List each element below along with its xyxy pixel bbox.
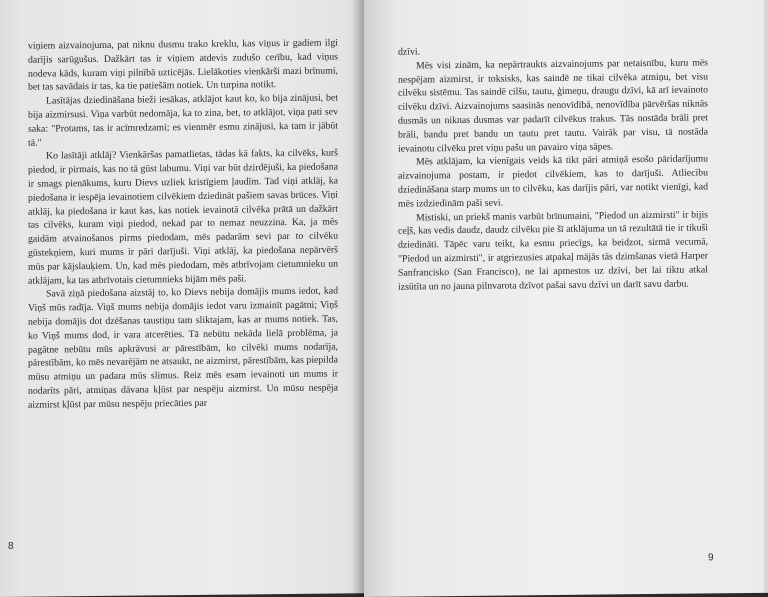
paragraph: Mistiski, un priekš manis varbūt brīnumaini, "Piedod un aizmirsti" ir bijis ceļš, kas vedis daudz, daudz cilvēku pie šī atklājuma un tā rezultātā tie ir tikuši dziedināti. Tāpēc varu teikt, ka esmu priecīgs, ka beidzot, sirmā vecumā, "Piedod un aizmirsti", ir atgriezusies atpakaļ mājās tās dzimšanas vietā Harper Sanfrancisko (San Francisco), ne lai apmestos uz dzīvi, bet lai tiktu atkal izsūtīta un no jauna pilnvarota dzīvot pašai savu dzīvi un darīt savu darbu.	[398, 208, 708, 293]
page-number-left: 8	[8, 540, 14, 552]
paragraph: dzīvi.	[398, 46, 421, 58]
left-page	[0, 0, 372, 597]
paragraph: Savā ziņā piedošana aizstāj to, ko Dievs nebija domājis mums iedot, kad Viņš mūs radīja. Viņš mums nebija domājis iedot varu izmainīt pagātni; Viņš nebija domājis dot dzēšanas taustiņu tam sliktajam, kas ar mums notiek. Tas, ko Viņš mums dod, ir vara atcerēties. Tā nebūtu nekāda lielā problēma, ja pagātne nebūtu mūs apkrāvusi ar pārestībām, ko cilvēki mums nodarīja, pārestībām, ko mēs nevarējām ne atsaukt, ne aizmirst, pārestībām, kas piepilda mūsu atmiņu un padara mūs slimus. Reiz mēs esam ievainoti un mums ir nodarīts pāri, atmiņas dāvana kļūst par nespēju aizmirst. Un mūsu nespēja aizmirst kļūst par mūsu nespēju priecāties par	[28, 285, 338, 411]
paragraph: Ko lasītāji atklāj? Vienkāršas pamatlietas, tādas kā fakts, ka cilvēks, kurš piedod, ir pirmais, kas no tā gūst labumu. Viņi var būt dzirdējuši, ka piedošana ir smags pienākums, kuru Dievs uzliek kristīgiem ļaudīm. Tad viņi atklāj, ka piedošana ir iespēja ievainotiem cilvēkiem dziedināt pašiem savas brūces. Viņi atklāj, ka piedošana ir kaut kas, kas notiek ievainotā cilvēka prātā un dažkārt tas cilvēks, kuram viņi piedod, nekad par to nemaz neuzzina. Ka, ja mēs gaidām atvainošanos pirms piedodam, mēs padarām sevi par to cilvēku gūstekņiem, kuri mums ir pāri darījuši. Viņi atklāj, ka piedošana nepārvērš mūs par kājslauķiem. Un, kad mēs piedodam, mēs atbrīvojam cietumnieku un atklājam, ka tas atbrīvotais cietumnieks bijām mēs paši.	[28, 147, 338, 287]
right-page-text	[398, 42, 708, 294]
right-page	[364, 0, 768, 597]
paragraph: Lasītājas dziedināšana bieži iesākas, atklājot kaut ko, ko bija zinājusi, bet bija aizmirsusi. Viņa varbūt nedomāja, ka to zina, bet, to atklājot, viņa pati sev saka: "Protams, tas ir acīmredzami; es vienmēr esmu zinājusi, ka tam ir jābūt tā."	[28, 92, 338, 149]
page-edge	[764, 0, 768, 593]
paragraph: Mēs visi zinām, ka nepārtraukts aizvainojums par netaisnību, kuru mēs nespējam aizmirst, ir toksisks, kas saindē ne tikai cilvēka atmiņu, bet visu cilvēku sistēmu. Tas saindē cilšu, tautu, ģimeņu, draugu dzīvi, kā arī ievainoto cilvēku dzīvi. Aizvainojums saasinās nenovīdībā, nenovīdība pārvēršas niknās dusmās un niknas dusmas var padarīt cilvēkus trakus. Tās nostāda brāli pret brāli, bandu pret bandu un tautu pret tautu. Vairāk par visu, tā nostāda ievainotu cilvēku pret viņu pašu un pavairo viņa sāpes.	[398, 57, 708, 155]
left-page-text	[28, 36, 338, 412]
paragraph: viņiem aizvainojuma, pat niknu dusmu trako kreklu, kas viņus ir gadiem ilgi darījis sarūgušus. Dažkārt tas ir viņiem atdevis zudušo cerību, kad viņus nodeva kāds, kuram viņi pilnībā uzticējās. Lielākoties vienkārši mazi brīnumi, bet tas savādais ir tas, ka tie patiešām notiek. Un turpina notikt.	[28, 37, 338, 94]
page-number-right: 9	[708, 552, 714, 564]
paragraph: Mēs atklājam, ka vienīgais veids kā tikt pāri atmiņā esošo pāridarījumu aizvainojuma postam, ir piedot cilvēkiem, kas to darījuši. Atliecību dziedināšana starp mums un to cilvēku, kas darījis pāri, var notikt vienīgi, kad mēs izdziedinām paši sevi.	[398, 153, 708, 210]
